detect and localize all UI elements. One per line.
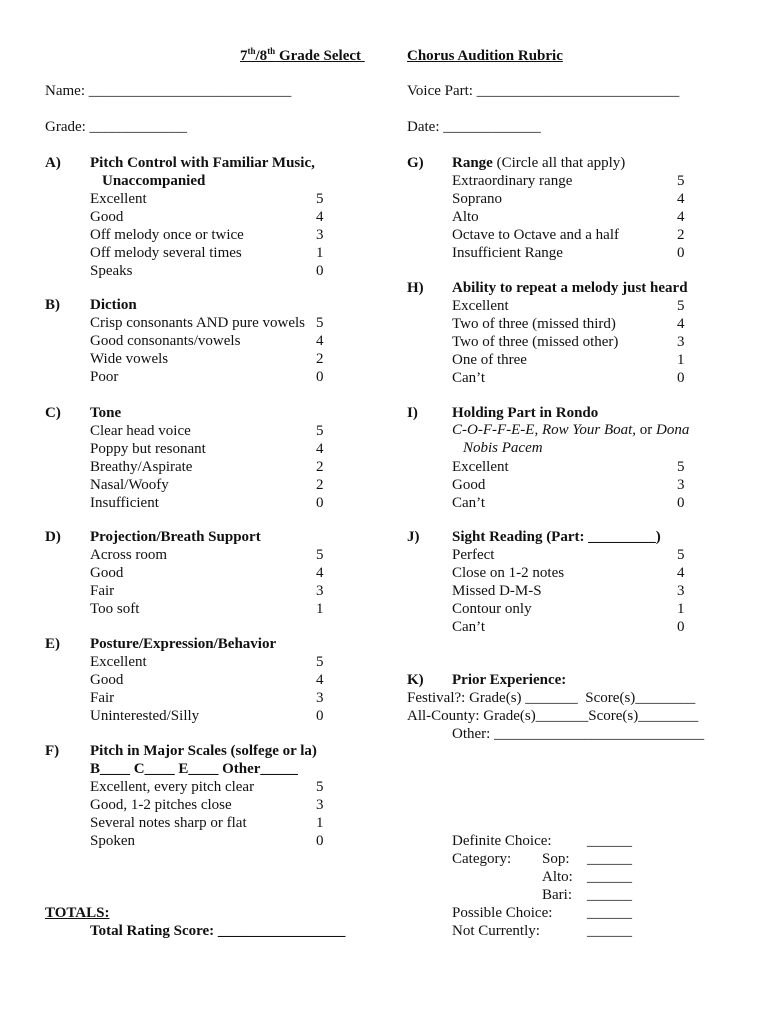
grade-field[interactable]: Grade: _____________ <box>45 119 188 135</box>
possible-choice-blank[interactable]: ______ <box>587 905 632 921</box>
rubric-item-label: Perfect <box>452 547 495 563</box>
rubric-item-label: Fair <box>90 583 115 599</box>
rubric-item-label: Off melody several times <box>90 245 242 261</box>
rubric-item-score[interactable]: 0 <box>677 245 685 261</box>
section-letter: C) <box>45 405 61 421</box>
rubric-item-score[interactable]: 2 <box>316 477 324 493</box>
rubric-item-score[interactable]: 3 <box>316 227 324 243</box>
not-currently-blank[interactable]: ______ <box>587 923 632 939</box>
rubric-item-score[interactable]: 3 <box>677 477 685 493</box>
section-letter: J) <box>407 529 420 545</box>
date-field[interactable]: Date: _____________ <box>407 119 541 135</box>
rubric-item-score[interactable]: 0 <box>316 495 324 511</box>
rondo-songs-line2: Nobis Pacem <box>463 440 543 456</box>
rubric-item-score[interactable]: 2 <box>316 459 324 475</box>
rubric-item-label: Nasal/Woofy <box>90 477 169 493</box>
rubric-item-label: Poppy but resonant <box>90 441 206 457</box>
rubric-item-score[interactable]: 3 <box>316 583 324 599</box>
rubric-item-label: Insufficient <box>90 495 159 511</box>
alto-blank[interactable]: ______ <box>587 869 632 885</box>
bari-blank[interactable]: ______ <box>587 887 632 903</box>
section-letter: I) <box>407 405 418 421</box>
rubric-item-label: Can’t <box>452 619 486 635</box>
not-currently-label: Not Currently: <box>452 923 540 939</box>
rubric-item-score[interactable]: 1 <box>677 352 685 368</box>
section-title <box>452 154 625 172</box>
page-title-left <box>240 47 365 65</box>
rubric-item-score[interactable]: 4 <box>316 333 324 349</box>
rubric-item-score[interactable]: 0 <box>316 369 324 385</box>
rubric-item-score[interactable]: 4 <box>316 672 324 688</box>
section-letter: B) <box>45 297 60 313</box>
rubric-item-score[interactable]: 3 <box>316 797 324 813</box>
rubric-item-label: Excellent <box>452 459 509 475</box>
section-letter: D) <box>45 529 61 545</box>
song-separator-2: , or <box>632 422 657 438</box>
rubric-item-label: Can’t <box>452 495 486 511</box>
rubric-item-label: Excellent <box>452 298 509 314</box>
superscript-th-2: th <box>267 46 276 56</box>
rubric-item-score[interactable]: 4 <box>316 441 324 457</box>
category-label: Category: <box>452 851 512 867</box>
rubric-item-score[interactable]: 4 <box>316 565 324 581</box>
section-subtitle: Unaccompanied <box>102 173 206 189</box>
rubric-item-label: Good <box>90 565 124 581</box>
rubric-item-label: Close on 1-2 notes <box>452 565 565 581</box>
rubric-item-label: Too soft <box>90 601 140 617</box>
sop-blank[interactable]: ______ <box>587 851 632 867</box>
rubric-item-score[interactable]: 0 <box>316 833 324 849</box>
rubric-item-label: Extraordinary range <box>452 173 573 189</box>
rubric-item-score[interactable]: 3 <box>677 334 685 350</box>
definite-choice-blank[interactable]: ______ <box>587 833 632 849</box>
rubric-item-label: Alto <box>452 209 479 225</box>
rubric-item-score[interactable]: 4 <box>316 209 324 225</box>
sop-label: Sop: <box>542 851 570 867</box>
section-title: Sight Reading (Part: _________) <box>452 529 661 545</box>
rubric-item-label: One of three <box>452 352 527 368</box>
section-title-text: Range <box>452 155 493 171</box>
rubric-item-label: Two of three (missed third) <box>452 316 616 332</box>
section-title: Ability to repeat a melody just heard <box>452 280 688 296</box>
song-separator-1: , <box>534 422 542 438</box>
section-title: Posture/Expression/Behavior <box>90 636 277 652</box>
rubric-item-score[interactable]: 2 <box>677 227 685 243</box>
possible-choice-label: Possible Choice: <box>452 905 553 921</box>
page-title-right: Chorus Audition Rubric <box>407 48 563 64</box>
rubric-item-score[interactable]: 5 <box>316 423 324 439</box>
rubric-item-score[interactable]: 5 <box>677 459 685 475</box>
rubric-item-label: Excellent <box>90 654 147 670</box>
definite-choice-label: Definite Choice: <box>452 833 552 849</box>
rubric-item-label: Speaks <box>90 263 133 279</box>
section-letter: E) <box>45 636 60 652</box>
rubric-item-label: Fair <box>90 690 115 706</box>
rubric-item-label: Contour only <box>452 601 532 617</box>
section-title: Projection/Breath Support <box>90 529 261 545</box>
rubric-item-score[interactable]: 2 <box>316 351 324 367</box>
rubric-item-label: Crisp consonants AND pure vowels <box>90 315 305 331</box>
rubric-item-score[interactable]: 5 <box>677 173 685 189</box>
rubric-item-label: Good consonants/vowels <box>90 333 241 349</box>
section-title: Pitch Control with Familiar Music, <box>90 155 315 171</box>
grade-number-7: 7 <box>240 48 248 64</box>
rubric-item-score[interactable]: 4 <box>677 209 685 225</box>
section-letter: F) <box>45 743 60 759</box>
section-title: Pitch in Major Scales (solfege or la) <box>90 743 317 759</box>
rubric-item-score[interactable]: 1 <box>316 815 324 831</box>
grade-number-8: /8 <box>255 48 268 64</box>
rubric-item-score[interactable]: 5 <box>316 547 324 563</box>
section-subtitle: B____ C____ E____ Other_____ <box>90 761 298 777</box>
prior-experience-title: Prior Experience: <box>452 672 567 688</box>
voice-part-field[interactable]: Voice Part: ___________________________ <box>407 83 680 99</box>
section-title: Tone <box>90 405 122 421</box>
rubric-item-score[interactable]: 5 <box>316 779 324 795</box>
rubric-item-label: Insufficient Range <box>452 245 563 261</box>
section-title-note: (Circle all that apply) <box>492 155 626 171</box>
rubric-item-score[interactable]: 0 <box>677 495 685 511</box>
section-letter-k: K) <box>407 672 424 688</box>
rubric-item-score[interactable]: 5 <box>316 191 324 207</box>
rubric-item-label: Can’t <box>452 370 486 386</box>
rubric-item-score[interactable]: 0 <box>677 370 685 386</box>
bari-label: Bari: <box>542 887 572 903</box>
festival-field[interactable]: Festival?: Grade(s) _______ Score(s)________ <box>407 690 696 706</box>
rubric-item-score[interactable]: 0 <box>677 619 685 635</box>
other-experience-field[interactable]: Other: ____________________________ <box>452 726 705 742</box>
rubric-item-label: Clear head voice <box>90 423 191 439</box>
rubric-item-score[interactable]: 1 <box>677 601 685 617</box>
rubric-item-score[interactable]: 4 <box>677 191 685 207</box>
rubric-item-label: Missed D-M-S <box>452 583 542 599</box>
rubric-item-score[interactable]: 1 <box>316 245 324 261</box>
rubric-item-label: Good <box>90 672 124 688</box>
section-title: Diction <box>90 297 137 313</box>
section-letter: A) <box>45 155 61 171</box>
section-title: Holding Part in Rondo <box>452 405 599 421</box>
rubric-item-score[interactable]: 4 <box>677 316 685 332</box>
rubric-item-label: Excellent <box>90 191 147 207</box>
section-letter: H) <box>407 280 424 296</box>
song-row-your-boat: Row Your Boat <box>541 422 633 438</box>
rubric-item-label: Uninterested/Silly <box>90 708 200 724</box>
rubric-item-label: Soprano <box>452 191 502 207</box>
rubric-item-score[interactable]: 5 <box>677 298 685 314</box>
name-field[interactable]: Name: ___________________________ <box>45 83 292 99</box>
total-rating-score-field[interactable]: Total Rating Score: _________________ <box>90 923 346 939</box>
song-coffee: C-O-F-F-E-E <box>452 422 535 438</box>
rubric-item-label: Breathy/Aspirate <box>90 459 193 475</box>
rubric-item-score[interactable]: 4 <box>677 565 685 581</box>
rubric-item-label: Spoken <box>90 833 135 849</box>
rubric-item-score[interactable]: 3 <box>316 690 324 706</box>
totals-heading: TOTALS: <box>45 905 110 921</box>
title-grade-select: Grade Select <box>275 48 365 64</box>
rubric-item-score[interactable]: 5 <box>316 315 324 331</box>
rubric-item-score[interactable]: 0 <box>316 708 324 724</box>
rubric-item-label: Good <box>90 209 124 225</box>
rubric-item-label: Good <box>452 477 486 493</box>
superscript-th-1: th <box>247 46 256 56</box>
rubric-item-score[interactable]: 5 <box>677 547 685 563</box>
rubric-item-label: Across room <box>90 547 168 563</box>
rubric-item-label: Off melody once or twice <box>90 227 244 243</box>
rubric-item-label: Poor <box>90 369 119 385</box>
rubric-item-label: Good, 1-2 pitches close <box>90 797 232 813</box>
rubric-item-score[interactable]: 1 <box>316 601 324 617</box>
rubric-item-score[interactable]: 5 <box>316 654 324 670</box>
rubric-item-label: Wide vowels <box>90 351 169 367</box>
rubric-item-label: Several notes sharp or flat <box>90 815 247 831</box>
rubric-item-label: Octave to Octave and a half <box>452 227 619 243</box>
alto-label: Alto: <box>542 869 573 885</box>
rubric-item-score[interactable]: 3 <box>677 583 685 599</box>
rubric-item-label: Two of three (missed other) <box>452 334 619 350</box>
song-dona: Dona <box>656 422 690 438</box>
rondo-songs-line1 <box>452 421 689 439</box>
section-letter: G) <box>407 155 424 171</box>
rubric-item-score[interactable]: 0 <box>316 263 324 279</box>
rubric-item-label: Excellent, every pitch clear <box>90 779 255 795</box>
all-county-field[interactable]: All-County: Grade(s)_______Score(s)________ <box>407 708 699 724</box>
